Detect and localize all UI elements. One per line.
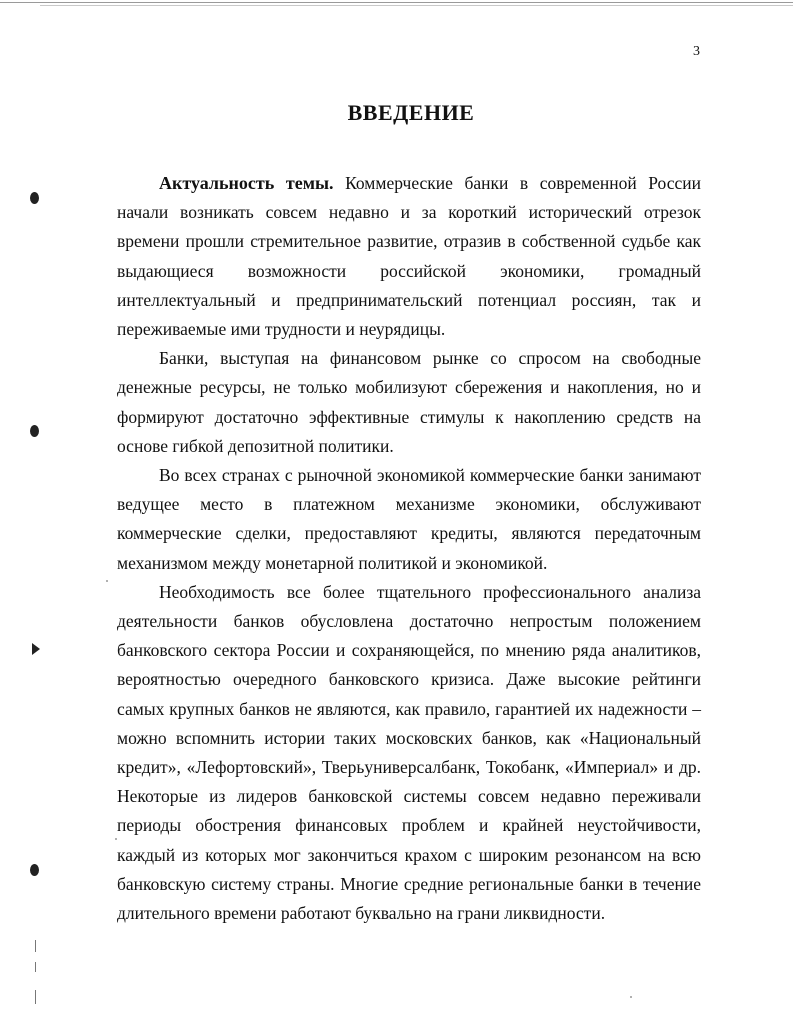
paragraph-2: Банки, выступая на финансовом рынке со спросом на свободные денежные ресурсы, не только мобилизуют сбережения и накопления, но и формируют достаточно эффективные стимулы к накоплению средств на основе гибкой депозитной политики. — [117, 348, 701, 456]
page-number: 3 — [693, 44, 700, 59]
scan-speck — [115, 838, 117, 840]
paragraph-4: Необходимость все более тщательного профессионального анализа деятельности банков обусловлена достаточно непростым положением банковского сектора России и сохраняющейся, по мнению ряда аналитиков, вероятностью очередного банковского кризиса. Даже высокие рейтинги самых крупных банков не являются, как правило, гарантией их надежности – можно вспомнить истории таких московских банков, как «Национальный кредит», «Лефортовский», Тверьуниверсалбанк, Токобанк, «Империал» и др. Некоторые из лидеров банковской системы совсем недавно переживали периоды обострения финансовых проблем и крайней неустойчивости, каждый из которых мог закончиться крахом с широким резонансом на всю банковскую систему страны. Многие средние региональные банки в течение длительного времени работают буквально на грани ликвидности. — [117, 581, 701, 924]
scan-top-edge — [0, 0, 793, 3]
scan-edge-mark — [35, 940, 36, 952]
paragraph-3: Во всех странах с рыночной экономикой коммерческие банки занимают ведущее место в платежном механизме экономики, обслуживают коммерческие сделки, предоставляют кредиты, являются передаточным механизмом между монетарной политикой и экономикой. — [117, 465, 701, 573]
scan-edge-mark — [35, 962, 36, 972]
paragraph-1-text: Коммерческие банки в современной России начали возникать совсем недавно и за короткий исторический отрезок времени прошли стремительное развитие, отразив в собственной судьбе как выдающиеся возможности российской экономики, громадный интеллектуальный и предпринимательский потенциал россиян, так и переживаемые ими трудности и неурядицы. — [117, 173, 701, 340]
binder-hole-mark — [32, 643, 40, 655]
scan-speck — [630, 996, 632, 998]
scan-speck — [106, 580, 108, 582]
paragraph-1 — [117, 169, 701, 344]
scan-edge-mark — [35, 990, 36, 1004]
binder-hole-mark — [30, 864, 39, 876]
document-body — [117, 169, 701, 928]
binder-hole-mark — [30, 192, 39, 204]
binder-hole-mark — [30, 425, 39, 437]
scan-top-edge-line — [40, 5, 793, 6]
page-title: ВВЕДЕНИЕ — [347, 100, 475, 125]
lead-term: Актуальность темы. — [159, 173, 334, 193]
